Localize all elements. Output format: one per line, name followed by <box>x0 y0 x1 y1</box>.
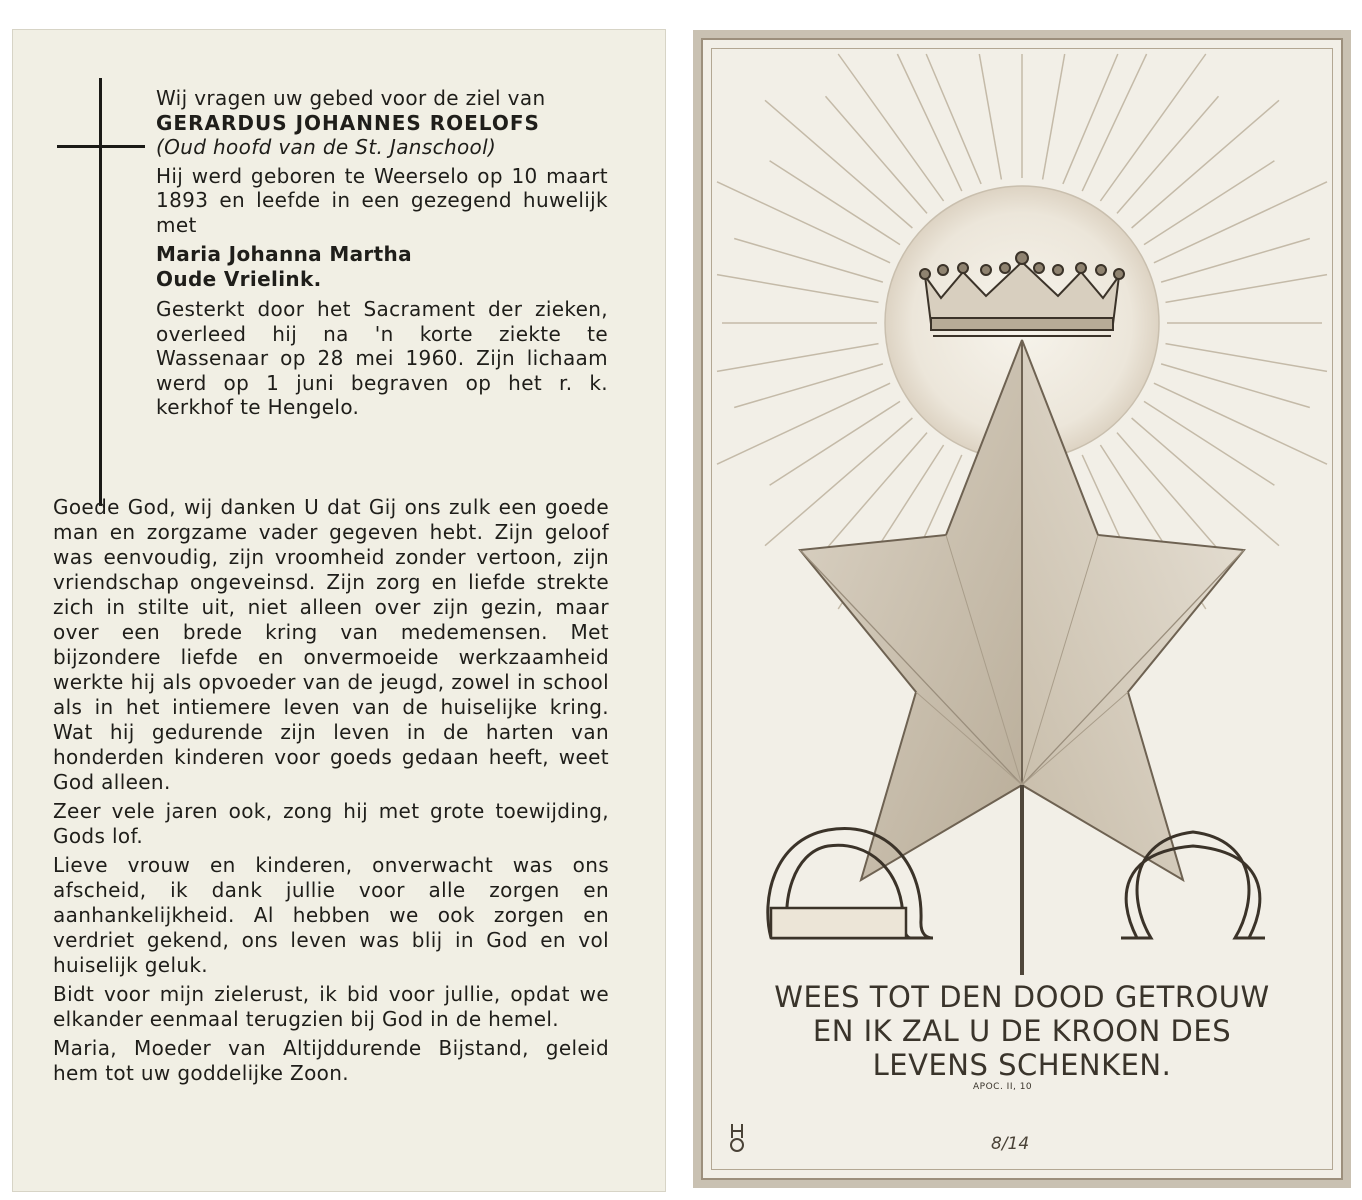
sun-ray <box>979 54 1001 180</box>
verse-reference: APOC. II, 10 <box>973 1082 1033 1092</box>
obituary-header <box>156 86 608 420</box>
sun-ray <box>765 100 912 228</box>
sun-ray <box>897 54 961 191</box>
sun-ray <box>717 275 879 303</box>
sun-ray <box>1132 100 1279 228</box>
sun-ray <box>765 418 912 546</box>
sun-ray <box>770 401 900 485</box>
sun-ray <box>1063 54 1118 184</box>
obituary-body <box>53 495 609 1090</box>
card-frame <box>701 38 1343 1180</box>
verse-line3: LEVENS SCHENKEN. <box>872 1048 1172 1082</box>
star-leaf-icon <box>800 340 1244 975</box>
memorial-card-image-side <box>693 30 1351 1188</box>
sun-ray <box>1166 275 1328 303</box>
paragraph-maria: Maria, Moeder van Altijddurende Bijstand, geleid hem tot uw goddelijke Zoon. <box>53 1036 609 1085</box>
death-text: Gesterkt door het Sacrament der zieken, overleed hij na 'n korte ziekte te Wassenaar op 28 mei 1960. Zijn lichaam werd op 1 juni begraven op het r. k. kerkhof te Hengelo. <box>156 297 608 419</box>
sun-ray <box>717 344 879 372</box>
card-number: 8/14 <box>991 1134 1030 1154</box>
artist-monogram-icon <box>731 1124 743 1151</box>
paragraph-gratitude: Goede God, wij danken U dat Gij ons zulk een goede man en zorgzame vader gegeven hebt. Zijn geloof was eenvoudig, zijn vroomheid zonder vertoon, zijn vriendschap ongeveinsd. Zijn zorg en liefde strekte zich in stilte uit, niet alleen over zijn gezin, maar over een brede kring van medemensen. Met bijzondere liefde en onvermoeide werkzaamheid werkte hij als opvoeder van de jeugd, zowel in school als in het intiemere leven van de huiselijke kring. Wat hij gedurende zijn leven in de harten van honderden kinderen voor goeds gedaan heeft, weet God alleen. <box>53 495 609 794</box>
sun-ray <box>1144 401 1274 485</box>
birth-text: Hij werd geboren te Weerselo op 10 maart 1893 en leefde in een gezegend huwelijk met <box>156 163 608 237</box>
cross-icon-bar <box>57 145 145 148</box>
sun-ray <box>1132 418 1279 546</box>
deceased-name: GERARDUS JOHANNES ROELOFS <box>156 110 540 135</box>
spouse-name-line2: Oude Vrielink. <box>156 267 322 291</box>
sun-ray <box>926 54 981 184</box>
bible-verse <box>703 980 1341 1082</box>
sun-ray <box>734 239 883 283</box>
memorial-card-text-side <box>12 29 666 1192</box>
sun-ray <box>1161 364 1310 408</box>
spouse-name-line1: Maria Johanna Martha <box>156 242 412 266</box>
sun-ray <box>838 54 943 201</box>
sun-ray <box>1082 54 1146 191</box>
paragraph-singing: Zeer vele jaren ook, zong hij met grote toewijding, Gods lof. <box>53 799 609 848</box>
sun-ray <box>770 161 900 245</box>
sun-ray <box>1161 239 1310 283</box>
sun-ray <box>1100 54 1205 201</box>
paragraph-prayer: Bidt voor mijn zielerust, ik bid voor jullie, opdat we elkander eenmaal terugzien bij God in de hemel. <box>53 982 609 1031</box>
cross-icon <box>99 78 102 506</box>
deceased-title: (Oud hoofd van de St. Janschool) <box>156 135 497 159</box>
paragraph-farewell: Lieve vrouw en kinderen, onverwacht was ons afscheid, ik dank jullie voor alle zorgen en aanhankelijkheid. Al hebben we ook zorgen en verdriet gekend, ons leven was blij in God en vol huiselijk geluk. <box>53 853 609 977</box>
sun-ray <box>1166 344 1328 372</box>
sun-ray <box>734 364 883 408</box>
prayer-request: Wij vragen uw gebed voor de ziel van <box>156 86 546 110</box>
verse-line2: EN IK ZAL U DE KROON DES <box>812 1014 1232 1048</box>
sun-ray <box>1043 54 1065 180</box>
verse-line1: WEES TOT DEN DOOD GETROUW <box>774 980 1270 1014</box>
sun-ray <box>1144 161 1274 245</box>
spouse-name <box>156 242 608 292</box>
